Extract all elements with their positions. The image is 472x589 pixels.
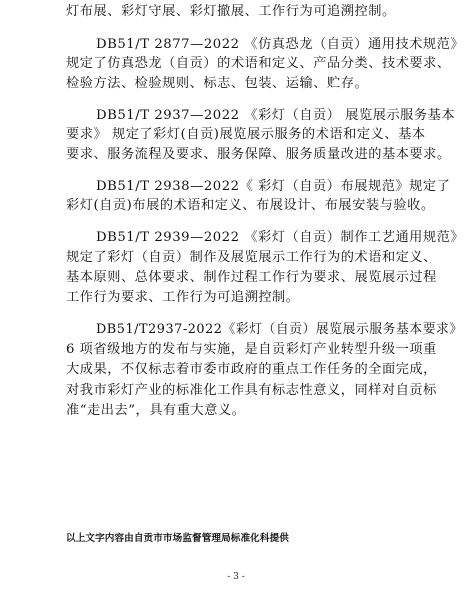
text-line: 规定了彩灯（自贡）制作及展览展示工作行为的术语和定义、 <box>66 250 437 265</box>
text-line: 大成果，不仅标志着市委市政府的重点工作任务的全面完成， <box>66 362 437 377</box>
text-line: 要求》 规定了彩灯(自贡)展览展示服务的术语和定义、基本 <box>66 127 426 142</box>
text-line: 基本原则、总体要求、制作过程工作行为要求、展览展示过程 <box>66 270 437 285</box>
text-line: DB51/T 2939—2022 《彩灯（自贡）制作工艺通用规范》 <box>96 230 465 245</box>
text-line: DB51/T 2877—2022 《仿真恐龙（自贡）通用技术规范》 <box>96 37 465 52</box>
text-line: 检验方法、检验规则、标志、包装、运输、贮存。 <box>66 76 369 91</box>
text-line: 对我市彩灯产业的标准化工作具有标志性意义，同样对自贡标 <box>66 383 437 398</box>
text-line: 规定了仿真恐龙（自贡）的术语和定义、产品分类、技术要求、 <box>66 56 451 71</box>
text-line: 6 项省级地方的发布与实施，是自贡彩灯产业转型升级一项重 <box>66 342 437 357</box>
text-line: DB51/T2937-2022《彩灯（自贡）展览展示服务基本要求》 <box>96 322 463 337</box>
text-line: 准“走出去”，具有重大意义。 <box>66 403 246 418</box>
text-line: 工作行为要求、工作行为可追溯控制。 <box>66 290 300 305</box>
source-note: 以上文字内容由自贡市市场监督管理局标准化科提供 <box>66 533 289 544</box>
text-line: 灯布展、彩灯守展、彩灯撤展、工作行为可追溯控制。 <box>66 4 396 19</box>
text-line: DB51/T 2937—2022 《彩灯（自贡） 展览展示服务基本 <box>96 108 456 123</box>
page-number: - 3 - <box>227 572 245 582</box>
text-line: 彩灯(自贡)布展的术语和定义、布展设计、布展安装与验收。 <box>66 198 435 213</box>
text-line: DB51/T 2938—2022《 彩灯（自贡）布展规范》规定了 <box>96 179 451 194</box>
text-line: 要求、服务流程及要求、服务保障、服务质量改进的基本要求。 <box>66 147 451 162</box>
